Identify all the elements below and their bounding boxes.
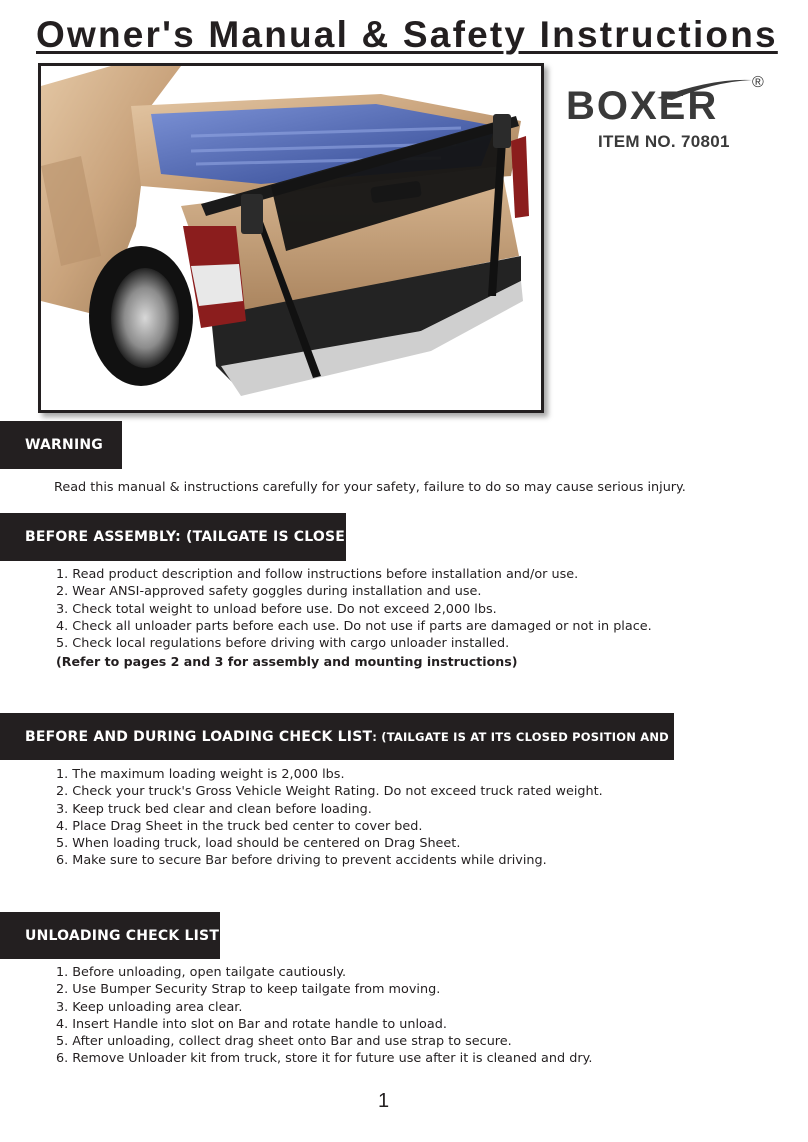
list-item: 5. When loading truck, load should be centered on Drag Sheet. xyxy=(56,836,461,852)
brand-logo xyxy=(562,76,772,126)
loading-list xyxy=(56,766,603,870)
before-assembly-heading-label: BEFORE ASSEMBLY: (TAILGATE IS CLOSED) xyxy=(25,529,364,545)
loading-heading xyxy=(0,713,732,760)
list-item: 4. Insert Handle into slot on Bar and rotate handle to unload. xyxy=(56,1016,447,1032)
page-number: 1 xyxy=(378,1090,390,1112)
list-item: 3. Check total weight to unload before use. Do not exceed 2,000 lbs. xyxy=(56,601,497,617)
warning-heading-label: WARNING xyxy=(25,437,103,453)
before-assembly-list xyxy=(56,566,652,652)
list-item: 5. Check local regulations before driving with cargo unloader installed. xyxy=(56,636,510,652)
truck-illustration xyxy=(41,66,541,410)
product-photo xyxy=(38,63,544,413)
loading-heading-label: BEFORE AND DURING LOADING CHECK LIST xyxy=(25,728,373,745)
unloading-heading-label: UNLOADING CHECK LIST xyxy=(25,927,220,944)
list-item: 1. Read product description and follow instructions before installation and/or use. xyxy=(56,567,579,582)
assembly-note: (Refer to pages 2 and 3 for assembly and mounting instructions) xyxy=(56,654,518,669)
list-item: 2. Check your truck's Gross Vehicle Weight Rating. Do not exceed truck rated weight. xyxy=(56,784,603,800)
list-item: 4. Place Drag Sheet in the truck bed center to cover bed. xyxy=(56,818,423,834)
list-item: 6. Make sure to secure Bar before driving to prevent accidents while driving. xyxy=(56,853,547,869)
list-item: 3. Keep unloading area clear. xyxy=(56,999,243,1015)
list-item: 1. Before unloading, open tailgate cautiously. xyxy=(56,965,347,980)
unloading-heading xyxy=(0,912,220,959)
warning-heading xyxy=(0,421,122,469)
list-item: 2. Wear ANSI-approved safety goggles during installation and use. xyxy=(56,584,482,600)
before-assembly-heading xyxy=(0,513,364,561)
item-number: ITEM NO. 70801 xyxy=(598,132,730,151)
brand-name: BOXER xyxy=(566,84,719,128)
list-item: 2. Use Bumper Security Strap to keep tailgate from moving. xyxy=(56,982,441,998)
registered-mark: ® xyxy=(752,74,764,91)
list-item: 5. After unloading, collect drag sheet onto Bar and use strap to secure. xyxy=(56,1034,512,1050)
warning-text: Read this manual & instructions carefully for your safety, failure to do so may cause serious injury. xyxy=(54,480,686,495)
list-item: 3. Keep truck bed clear and clean before loading. xyxy=(56,801,372,817)
page-title: Owner's Manual & Safety Instructions xyxy=(36,14,778,55)
list-item: 4. Check all unloader parts before each use. Do not use if parts are damaged or not in place. xyxy=(56,618,652,634)
unloading-list xyxy=(56,964,592,1068)
list-item: 6. Remove Unloader kit from truck, store it for future use after it is cleaned and dry. xyxy=(56,1051,593,1067)
list-item: 1. The maximum loading weight is 2,000 lbs. xyxy=(56,767,345,782)
loading-heading-suffix: : (TAILGATE IS AT ITS CLOSED POSITION AND LOCKED) xyxy=(372,729,732,744)
